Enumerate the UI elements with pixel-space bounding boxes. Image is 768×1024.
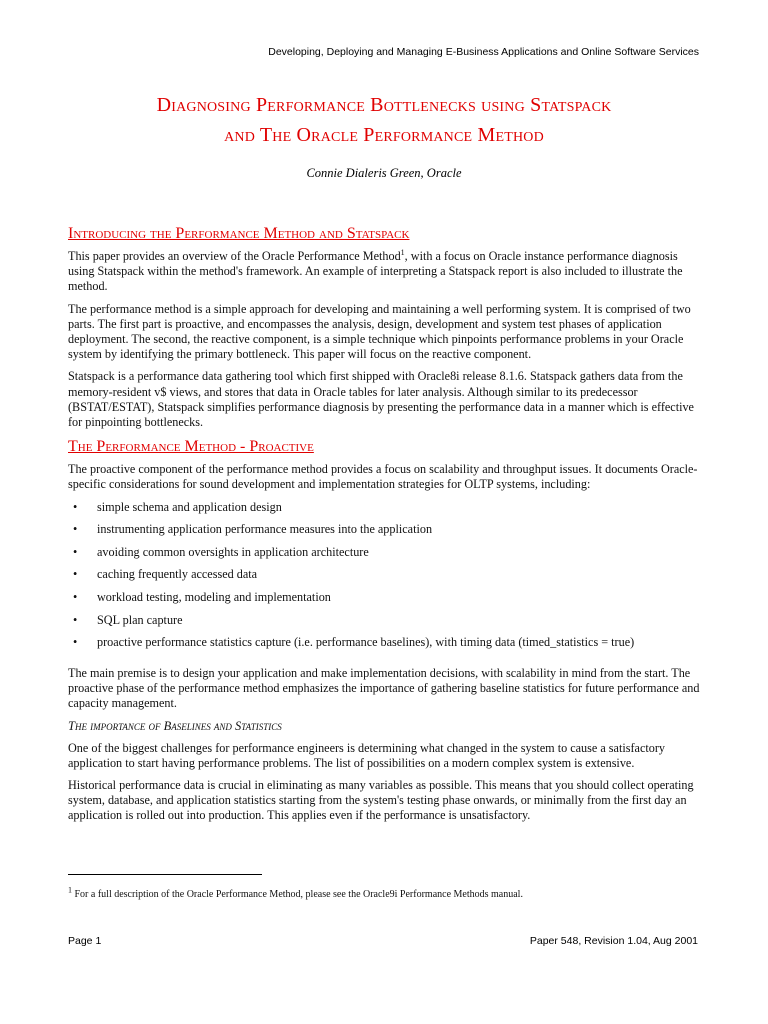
bullet-icon: • — [73, 590, 78, 605]
running-header: Developing, Deploying and Managing E-Business Applications and Online Software Services — [268, 46, 699, 58]
footnote-text: For a full description of the Oracle Performance Method, please see the Oracle9i Performance Methods manual. — [72, 889, 523, 900]
list-item: • proactive performance statistics capture (i.e. performance baselines), with timing data (timed_statistics = true) — [73, 635, 635, 650]
section-heading-introducing: Introducing the Performance Method and Statspack — [68, 225, 410, 242]
list-item: • SQL plan capture — [73, 612, 183, 627]
bullet-list — [68, 500, 702, 658]
bullet-icon: • — [73, 522, 78, 537]
footnote-marker: 1 — [68, 885, 72, 895]
footnote-divider — [68, 874, 262, 875]
body-content — [68, 224, 702, 831]
paragraph-challenges: One of the biggest challenges for performance engineers is determining what changed in the system to cause a satisfactory application to start having performance problems. The list of possibilities on a modern complex system is extensive. — [68, 740, 665, 770]
paper-revision: Paper 548, Revision 1.04, Aug 2001 — [529, 935, 698, 947]
title-line-1: Diagnosing Performance Bottlenecks using Statspack — [156, 94, 612, 116]
title-line-2: and The Oracle Performance Method — [224, 124, 544, 146]
paragraph-historical-data: Historical performance data is crucial in eliminating as many variables as possible. This means that you should collect operating system, database, and application statistics starting from the system's testing phase onwards, or minimally from the first day an application is rolled out into production. This applies even if the performance is unsatisfactory. — [68, 778, 694, 823]
paragraph-statspack: Statspack is a performance data gathering tool which first shipped with Oracle8i release 8.1.6. Statspack gathers data from the memory-resident v$ views, and stores that data in Oracle tables for later analysis. Although similar to its predecessor (BSTAT/ESTAT), Statspack simplifies performance diagnosis by presenting the performance data in a manner which is effective for pinpointing bottlenecks. — [68, 369, 694, 430]
paragraph-performance-method: The performance method is a simple approach for developing and maintaining a well performing system. It is comprised of two parts. The first part is proactive, and encompasses the analysis, design, development and system test phases of application deployment. The second, the reactive component, is a simple technique which pinpoints performance problems in your Oracle system by identifying the primary bottleneck. This paper will focus on the reactive component. — [68, 301, 691, 362]
paragraph-proactive-intro: The proactive component of the performance method provides a focus on scalability and throughput issues. It documents Oracle-specific considerations for sound development and implementation strategies for OLTP systems, including: — [68, 462, 698, 492]
footnote — [68, 885, 523, 900]
page-number: Page 1 — [68, 935, 102, 947]
bullet-icon: • — [73, 544, 78, 559]
bullet-icon: • — [73, 635, 78, 650]
list-item: • workload testing, modeling and implementation — [73, 590, 331, 605]
list-item: • caching frequently accessed data — [73, 567, 258, 582]
bullet-icon: • — [73, 612, 78, 627]
subsection-heading-baselines: The importance of Baselines and Statistics — [68, 719, 282, 734]
bullet-icon: • — [73, 499, 78, 514]
section-heading-proactive: The Performance Method - Proactive — [68, 438, 314, 456]
list-item: • avoiding common oversights in application architecture — [73, 544, 369, 559]
list-item: • simple schema and application design — [73, 499, 282, 514]
footnote-ref[interactable]: 1 — [400, 247, 405, 257]
author-line: Connie Dialeris Green, Oracle — [306, 166, 462, 180]
paper-title — [60, 90, 708, 150]
list-item: • instrumenting application performance measures into the application — [73, 522, 433, 537]
bullet-icon: • — [73, 567, 78, 582]
paragraph-main-premise: The main premise is to design your application and make implementation decisions, with scalability in mind from the start. The proactive phase of the performance method emphasizes the importance of gathering baseline statistics for future performance and capacity management. — [68, 665, 700, 711]
paragraph-overview: This paper provides an overview of the Oracle Performance Method$^1$, with a focus on Oracle instance performance diagnosis using Statspack within the method's framework. An example of interpreting a Statspack report is also included to illustrate the method. — [68, 247, 683, 294]
